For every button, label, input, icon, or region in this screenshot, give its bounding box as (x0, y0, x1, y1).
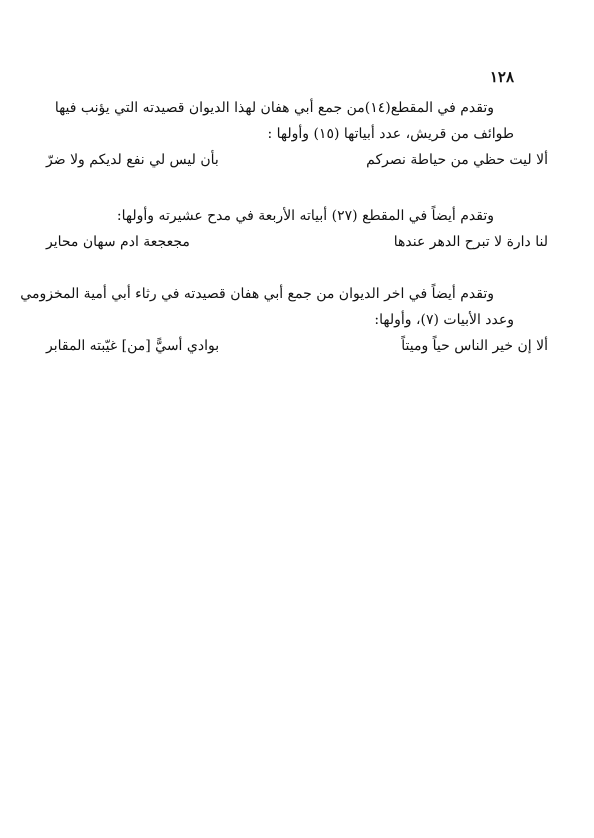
verse-2-first-hemistich: لنا دارة لا تبرح الدهر عندها (393, 234, 548, 250)
section-3-prose-line-2: وعدد الأبيات (٧)، وأولها: (374, 312, 514, 328)
section-1-prose-line-2: طوائف من قريش، عدد أبياتها (١٥) وأولها : (267, 126, 514, 142)
section-3-prose-line-1: وتقدم أيضاً في اخر الديوان من جمع أبي هفان قصيدته في رثاء أبي أمية المخزومي (20, 286, 494, 302)
section-1-verse (46, 150, 548, 170)
verse-2-second-hemistich: مجعجعة ادم سهان محاير (46, 234, 190, 250)
section-2-prose-line-1: وتقدم أيضاً في المقطع (٢٧) أبياته الأربعة في مدح عشيرته وأولها: (116, 208, 494, 224)
section-2-verse (46, 232, 548, 252)
verse-3-first-hemistich: ألا إن خير الناس حياً وميتاً (401, 338, 548, 354)
section-3-verse (46, 336, 548, 356)
section-1-prose-line-1: وتقدم في المقطع(١٤)من جمع أبي هفان لهذا الديوان قصيدته التي يؤنب فيها (54, 100, 494, 116)
verse-1-second-hemistich: بأن ليس لي نفع لديكم ولا ضرّ (46, 152, 219, 168)
verse-1-first-hemistich: ألا ليت حظي من حياطة نصركم (366, 152, 548, 168)
page-number: ١٢٨ (489, 68, 514, 86)
verse-3-second-hemistich: بوادي أسيًّ [من] غيّبته المقابر (46, 338, 220, 354)
